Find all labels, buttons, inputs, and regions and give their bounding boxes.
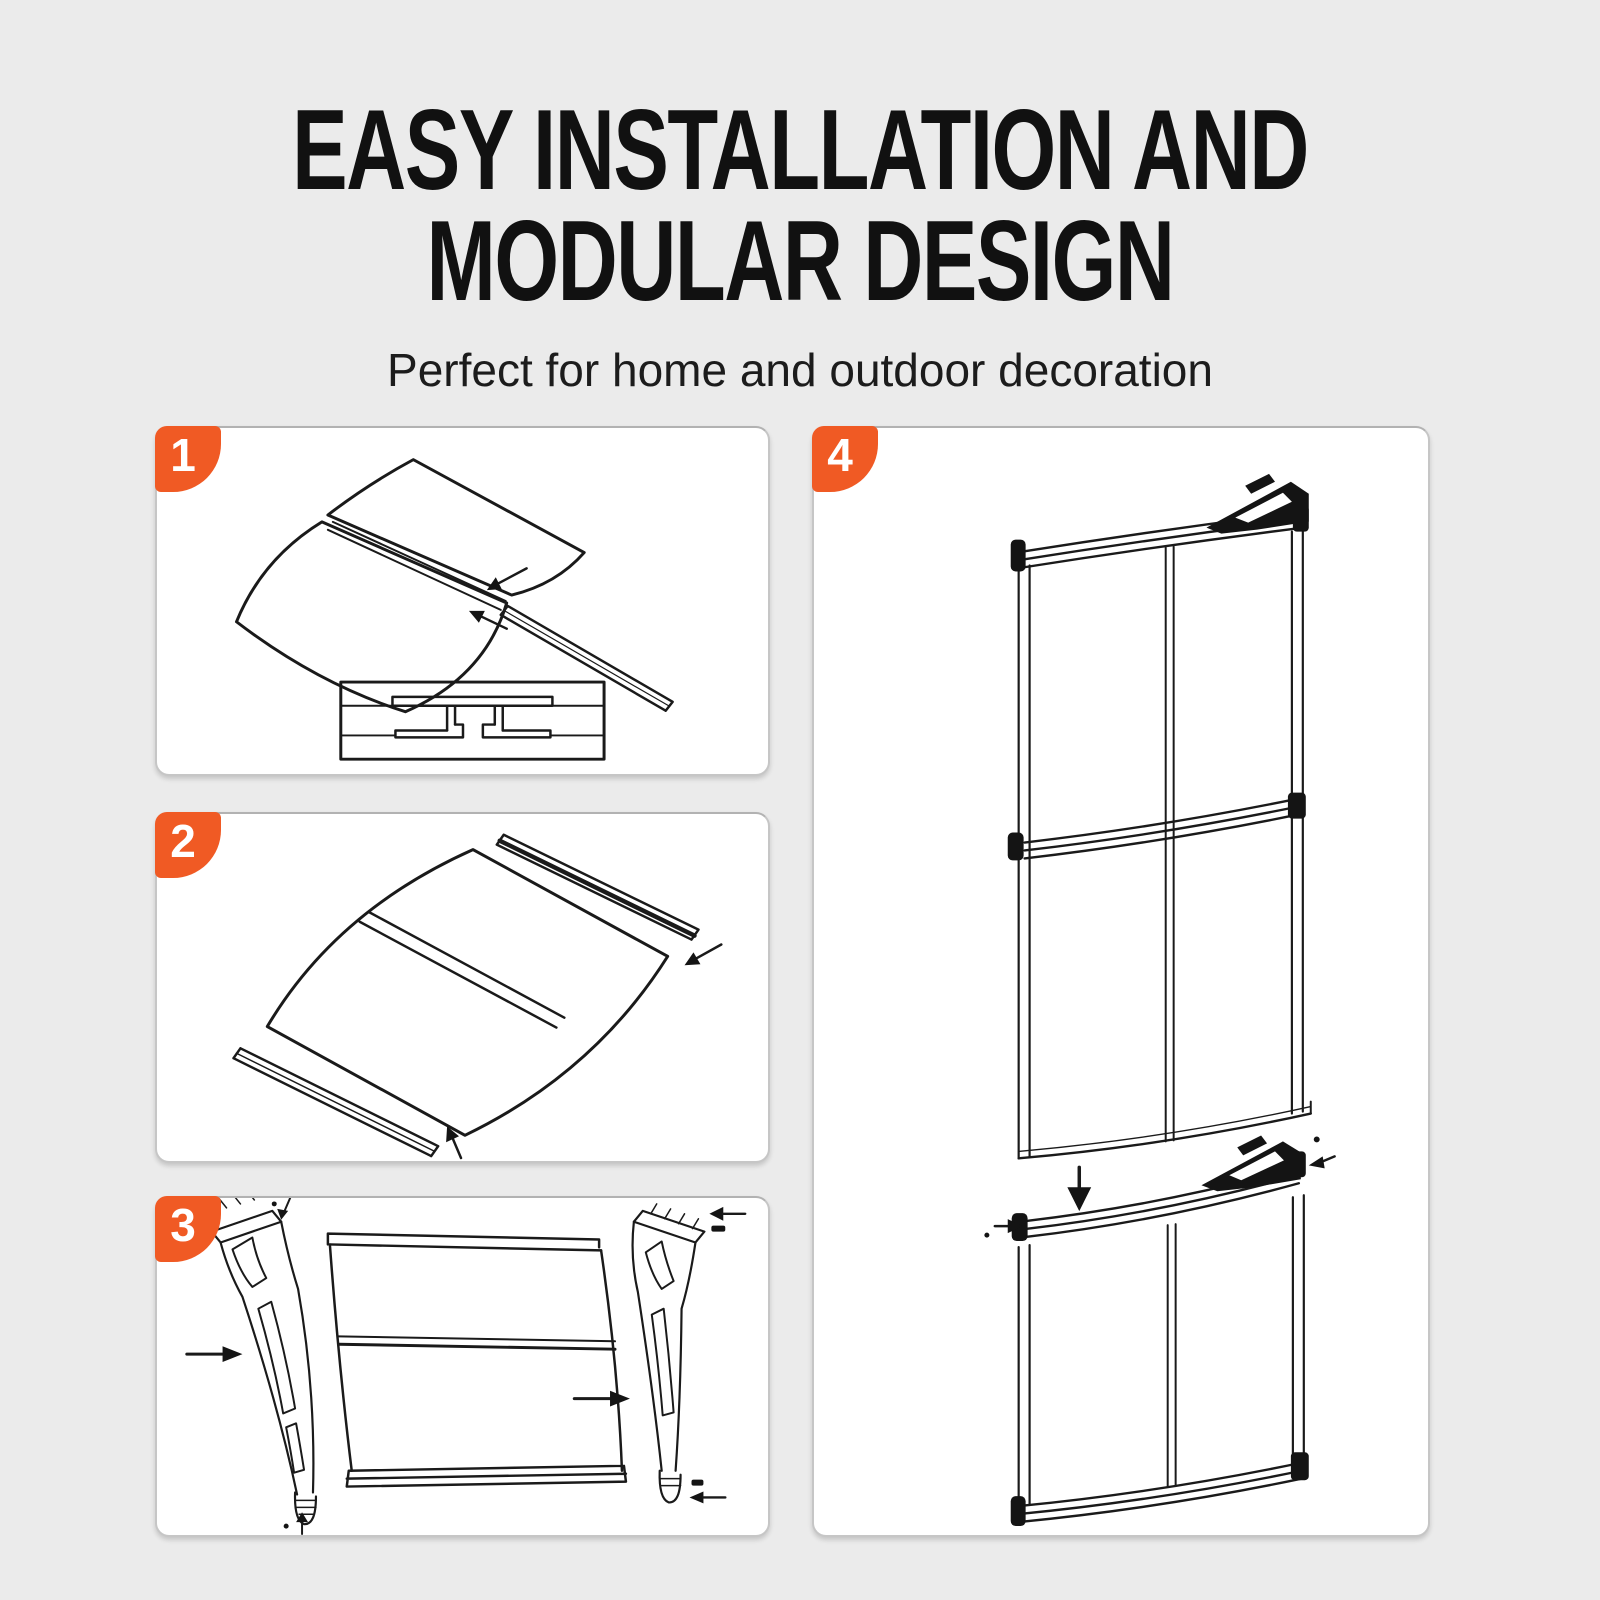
page-title: [216, 87, 1384, 325]
step-1-diagram: [157, 428, 768, 774]
h-connector-cross-section: [341, 682, 604, 759]
step-4-diagram: [814, 428, 1428, 1535]
awning-panel: [328, 1234, 626, 1487]
connector-strip: [501, 606, 673, 711]
step-2-card: [155, 812, 770, 1163]
step-1-card: [155, 426, 770, 776]
step-4-card: [812, 426, 1430, 1537]
step-3-diagram: [157, 1198, 768, 1535]
slide-in-arrow-icon: [187, 1346, 630, 1406]
step-2-diagram: [157, 814, 768, 1161]
right-support-bracket: [633, 1204, 705, 1502]
upper-awning-module: [1008, 474, 1311, 1159]
title-line-2: MODULAR DESIGN: [426, 197, 1174, 325]
title-line-1: EASY INSTALLATION AND: [292, 87, 1308, 214]
lower-awning-module: [1011, 1135, 1309, 1526]
step-4-number: 4: [827, 429, 853, 481]
step-2-number: 2: [170, 815, 196, 867]
left-support-bracket: [212, 1198, 316, 1524]
top-edge-trim-strip: [497, 835, 699, 940]
step-3-number: 3: [170, 1199, 196, 1251]
step-1-number: 1: [170, 429, 196, 481]
stack-down-arrow-icon: [1067, 1167, 1091, 1211]
header: [0, 87, 1600, 397]
step-3-card: [155, 1196, 770, 1537]
page-subtitle: Perfect for home and outdoor decoration: [387, 344, 1213, 397]
